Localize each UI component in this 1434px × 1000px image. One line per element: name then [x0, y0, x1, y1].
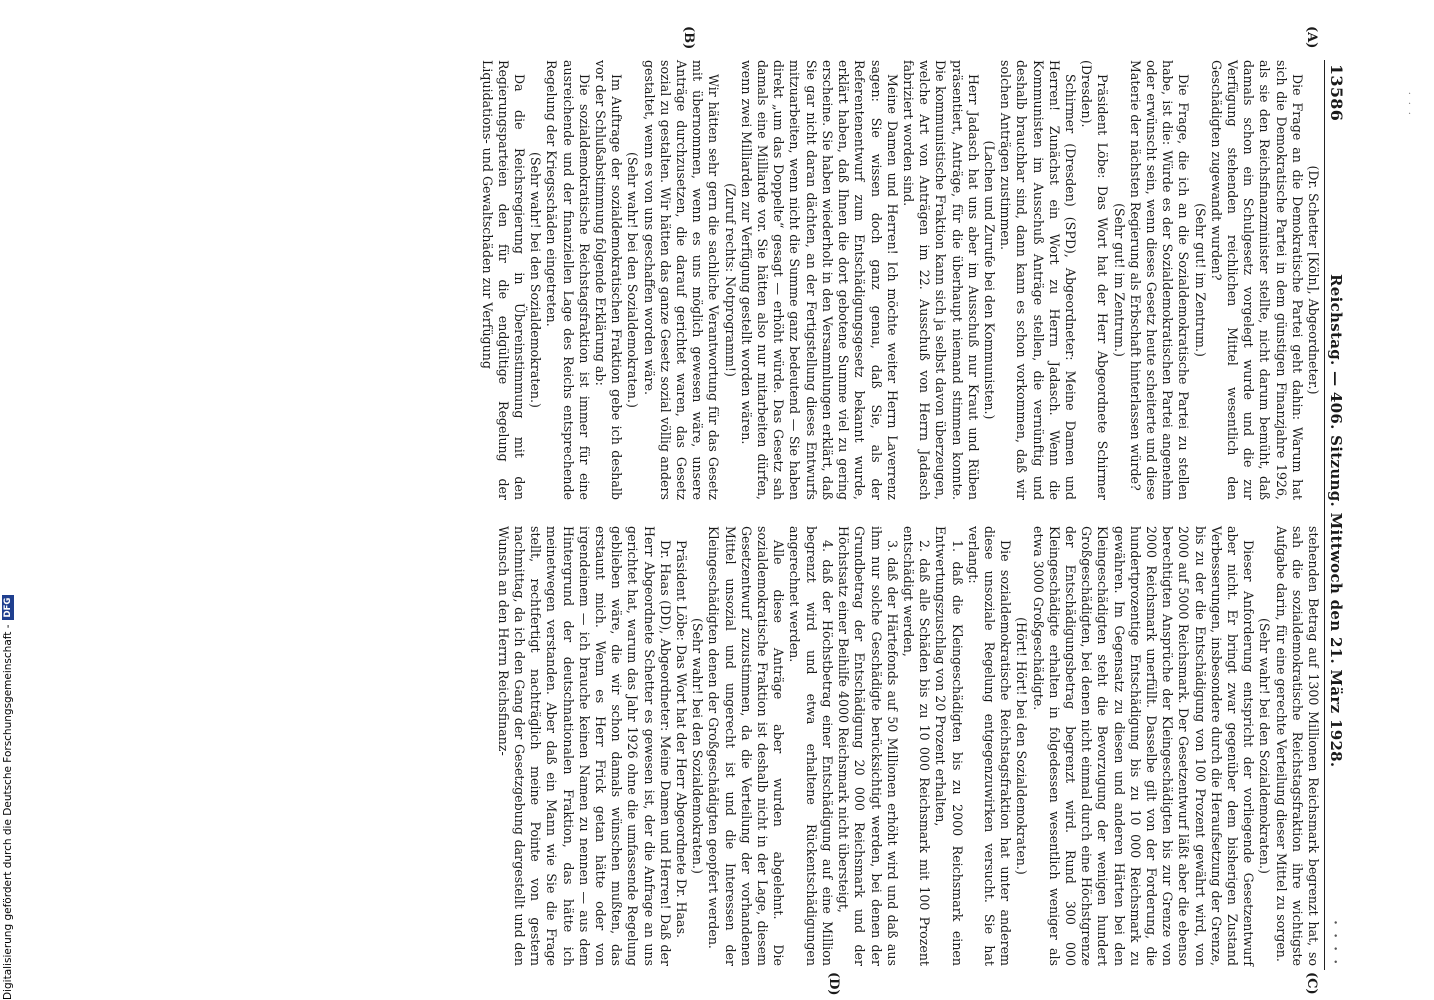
paragraph: Dieser Anforderung entspricht der vorliegende Gesetzentwurf aber nicht. Er bringt zwar gegenüber dem bisherigen Zustand Verbesserungen, insbesondere durch die Heraufsetzung der Grenze, bis zu der die Entschädigung von 100 Prozent gewährt wird, von 2000 auf 5000 Reichsmark. Der Gesetzentwurf läßt aber die ebenso berechtigten Ansprüche der Kleingeschädigten bis zur Grenze von 2000 Reichsmark unerfüllt. Dasselbe gilt von der Forderung, die hundertprozentige Entschädigung bis zu 10 000 Reichsmark zu gewähren. Im Gegensatz zu diesen und anderen Härten bei den Kleingeschädigten steht die Bevorzugung der wenigen hundert Großgeschädigten, bei denen nicht einmal durch eine Höchstgrenze der Entschädigungsbetrag begrenzt wird. Rund 300 000 Kleingeschädigte erhalten in folgedessen wesentlich weniger als etwa 3000 Großgeschädigte.: [1030, 526, 1257, 966]
interjection: (Hört! Hört! bei den Sozialdemokraten.): [1014, 617, 1030, 875]
paragraph: Im Auftrage der sozialdemokratischen Fraktion gebe ich deshalb vor der Schlußabstimmung folgende Erklärung ab:: [593, 60, 625, 500]
interjection: (Sehr gut! im Zentrum.): [1192, 203, 1208, 357]
scan-edge-marks: · · ·: [1408, 89, 1412, 120]
margin-marker-a: (A): [1304, 26, 1319, 49]
right-column: [478, 526, 1321, 966]
speaker-continuation: (Dr. Schetter [Köln], Abgeordneter.): [1306, 165, 1321, 395]
speaker-paragraph: Dr. Haas (DD), Abgeordneter: Meine Damen und Herren! Daß der Herr Abgeordnete Schetter es gewesen ist, der die Anfrage an uns gerichtet hat, warum das Jahr 1926 ohne die umfassende Regelung geblieben wäre, die wir schon damals wünschen mußten, das erstaunt mich. Wenn es Herr Frick getan hätte oder von irgendeinem — ich brauche keinen Namen zu nennen — aus dem Hintergrund der deutschnationalen Fraktion, das hätte ich meinetwegen verstanden. Aber daß ein Mann wie Sie die Frage stellt, rechtfertigt nachträglich meine Pointe von gestern nachmittag, da ich den Gang der Gesetzgebung dargestellt und den Wunsch an den Herrn Reichsfinanz-: [495, 526, 673, 966]
interjection: (Sehr gut! im Zentrum.): [1111, 203, 1127, 357]
list-item: 2. daß alle Schäden bis zu 10 000 Reichsmark mit 100 Prozent entschädigt werden,: [900, 526, 933, 966]
page-number: 13586: [1327, 64, 1346, 122]
interjection: (Sehr wahr! bei den Sozialdemokraten.): [690, 618, 706, 874]
paragraph: Da die Reichsregierung in Übereinstimmung mit den Regierungsparteien den für die endgültige Regelung der Liquidations- und Gewaltschäden zur Verfügung: [479, 60, 528, 500]
list-item: 1. daß die Kleingeschädigten bis zu 2000 Reichsmark einen Entwertungszuschlag von 20 Prozent erhalten,: [933, 526, 965, 966]
text-columns: [478, 26, 1321, 996]
paragraph: Die Frage an die Demokratische Partei geht dahin: Warum hat sich die Demokratische Partei in dem günstigen Finanzjahre 1926, als sie den Reichsfinanzminister stellte, nicht darum bemüht, daß damals schon ein Schulgesetz vorgelegt wurde und die zur Verfügung stehenden reichlichen Mittel wesentlich den Geschädigten zugewandt wurden?: [1208, 60, 1305, 500]
speaker-paragraph: Präsident Löbe: Das Wort hat der Herr Abgeordnete Dr. Haas.: [674, 540, 690, 939]
paragraph: Die sozialdemokratische Reichstagsfraktion hat unter anderem diese unsoziale Regelung entgegenzuwirken versucht. Sie hat verlangt:: [965, 526, 1014, 966]
paragraph: stehenden Betrag auf 1300 Millionen Reichsmark begrenzt hat, so sah die sozialdemokratische Reichstagsfraktion ihre wichtigste Aufgabe darin, für eine gerechte Verteilung dieser Mittel zu sorgen.: [1273, 526, 1321, 966]
margin-marker-c: (C): [1304, 972, 1319, 995]
margin-marker-b: (B): [681, 26, 696, 50]
left-column: [478, 60, 1321, 500]
margin-marker-d: (D): [826, 972, 841, 996]
dfg-logo: DFG: [2, 595, 14, 621]
paragraph: Die Frage, die ich an die Sozialdemokratische Partei zu stellen habe, ist die: Würde es der Sozialdemokratischen Partei angenehm oder erwünscht sein, wenn dieses Gesetz heute scheiterte und diese Materie der nächsten Regierung als Erbschaft hinterlassen würde?: [1127, 60, 1192, 500]
list-item: 4. daß der Höchstbetrag einer Entschädigung auf eine Million begrenzt wird und etwa erhaltene Rückentschädigungen angerechnet werden.: [787, 526, 835, 966]
speaker-paragraph: Präsident Löbe: Das Wort hat der Herr Abgeordnete Schirmer (Dresden).: [1079, 60, 1111, 500]
interjection: (Sehr wahr! bei den Sozialdemokraten.): [528, 152, 544, 408]
header-ornament: · · · ·: [1327, 920, 1342, 966]
paragraph: Die sozialdemokratische Reichstagsfraktion ist immer für eine ausreichende und der finanziellen Lage des Reichs entsprechende Regelung der Kriegsschäden eingetreten.: [544, 60, 592, 500]
speaker-paragraph: Schirmer (Dresden) (SPD), Abgeordneter: Meine Damen und Herren! Zunächst ein Wort zu Herrn Jadasch. Wenn die Kommunisten im Ausschuß Anträge stellen, die vernünftig und deshalb brauchbar sind, dann kann es schon vorkommen, daß wir solchen Anträgen zustimmen.: [998, 60, 1078, 500]
interjection: (Lachen und Zurufe bei den Kommunisten.): [981, 140, 997, 420]
paragraph: Alle diese Anträge aber wurden abgelehnt. Die sozialdemokratische Fraktion ist deshalb nicht in der Lage, diesem Gesetzentwurf zuzustimmen, da die Verteilung der vorhandenen Mittel unsozial und ungerecht ist und die Interessen der Kleingeschädigten denen der Großgeschädigten geopfert werden.: [706, 526, 787, 966]
page-header-title: Reichstag. — 406. Sitzung. Mittwoch den 21. März 1928.: [1327, 274, 1345, 768]
paragraph: Wir hätten sehr gern die sachliche Verantwortung für das Gesetz mit übernommen, wenn es uns möglich gewesen wäre, unsere Anträge durchzusetzen, die darauf gerichtet waren, das Gesetz sozial zu gestalten. Wir hätten das ganze Gesetz sozial völlig anders gestaltet, wenn es von uns geschaffen worden wäre.: [641, 60, 722, 500]
list-item: 3. daß der Härtefonds auf 50 Millionen erhöht wird und daß aus ihm nur solche Geschädigte berücksichtigt werden, bei denen der Grundbetrag der Entschädigung 20 000 Reichsmark und der Höchstsatz einer Beihilfe 4000 Reichsmark nicht übersteigt,: [836, 526, 900, 966]
digitization-credit: [2, 595, 14, 1000]
paragraph: Herr Jadasch hat uns aber im Ausschuß nur Kraut und Rüben präsentiert, Anträge, für die überhaupt niemand stimmen konnte. Die kommunistische Fraktion kann sich ja selbst davon überzeugen, welche Art von Anträgen im 22. Ausschuß von Herrn Jadasch fabriziert worden sind.: [900, 60, 981, 500]
digitization-credit-text: Digitalisierung gefördert durch die Deutsche Forschungsgemeinschaft -: [2, 624, 14, 1000]
paragraph: Meine Damen und Herren! Ich möchte weiter Herrn Laverrenz sagen: Sie wissen doch ganz genau, daß Sie, als der Referentenentwurf zum Entschädigungsgesetz bekannt wurde, erklärt haben, daß Ihnen die dort gebotene Summe viel zu gering erscheine. Sie haben wiederholt in den Versammlungen erklärt, daß Sie gar nicht daran dächten, an der Fertigstellung dieses Entwurfs mitzuarbeiten, wenn nicht die Summe ganz bedeutend — Sie haben direkt „um das Doppelte“ gesagt — erhöht würde. Das Gesetz sah damals eine Milliarde vor. Sie hätten also nur mitarbeiten dürfen, wenn zwei Milliarden zur Verfügung gestellt worden wären.: [738, 60, 900, 500]
interjection: (Sehr wahr! bei den Sozialdemokraten.): [1257, 618, 1273, 874]
interjection: (Sehr wahr! bei den Sozialdemokraten.): [625, 152, 641, 408]
interjection: (Zuruf rechts: Notprogramm!): [722, 183, 738, 377]
page-header: [1324, 60, 1346, 970]
